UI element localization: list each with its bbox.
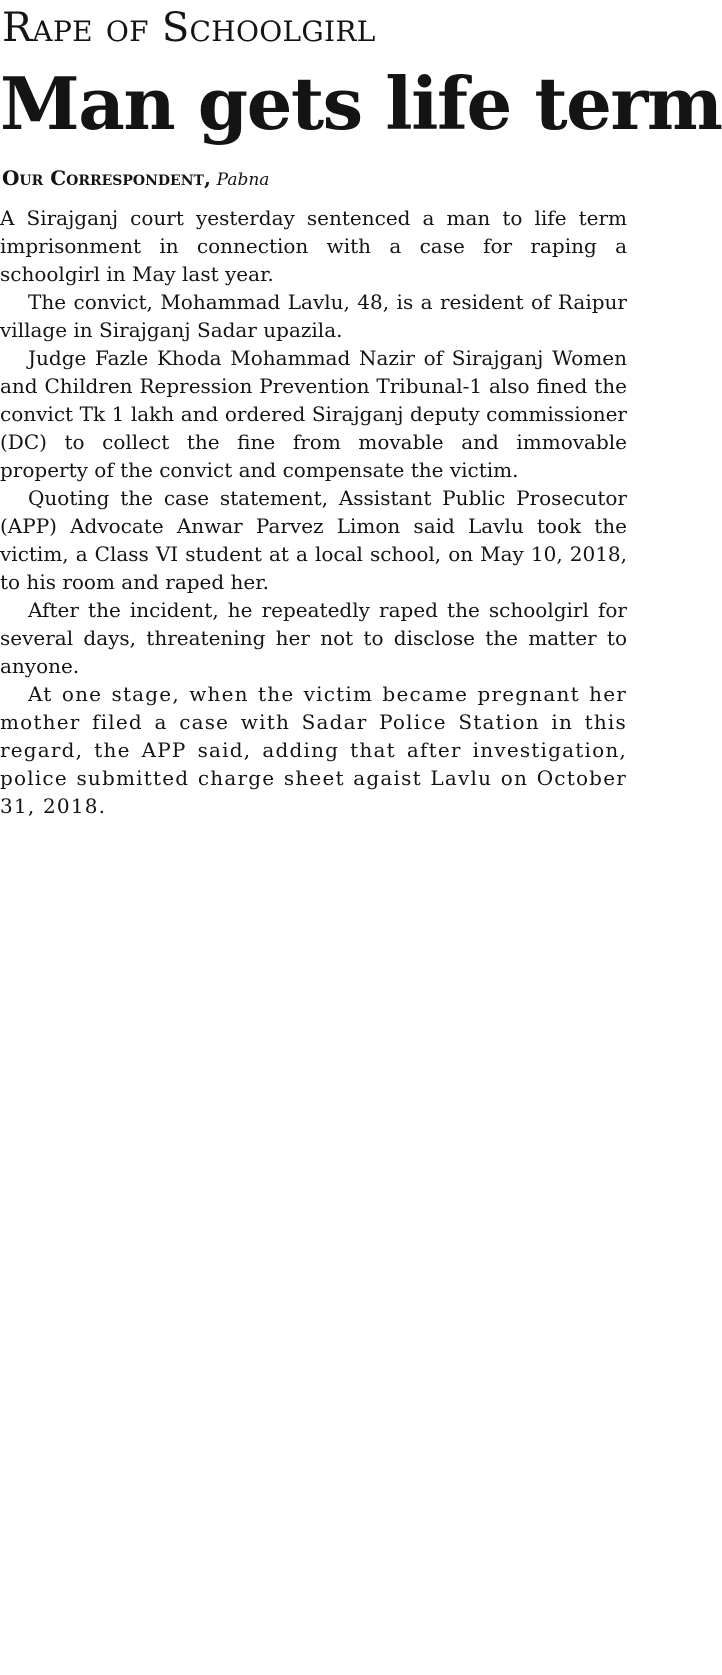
byline-author: Our Correspondent,	[2, 166, 211, 190]
article-paragraph: Quoting the case statement, Assistant Public Prosecutor (APP) Advocate Anwar Parvez Limon said Lavlu took the victim, a Class VI student at a local school, on May 10, 2018, to his room and raped her.	[0, 486, 627, 594]
article-paragraph: A Sirajganj court yesterday sentenced a man to life term imprisonment in connection with a case for raping a schoolgirl in May last year.	[0, 206, 627, 286]
article-body	[0, 204, 627, 820]
article-headline: Man gets life term	[0, 61, 722, 146]
article-paragraph: Judge Fazle Khoda Mohammad Nazir of Sirajganj Women and Children Repression Prevention Tribunal-1 also fined the convict Tk 1 lakh and ordered Sirajganj deputy commissioner (DC) to collect the fine from movable and immovable property of the convict and compensate the victim.	[0, 346, 627, 482]
article-kicker: Rape of Schoolgirl	[2, 5, 376, 51]
article-paragraph: At one stage, when the victim became pregnant her mother filed a case with Sadar Police Station in this regard, the APP said, adding that after investigation, police submitted charge sheet agaist Lavlu on October 31, 2018.	[0, 682, 627, 818]
article-paragraph: The convict, Mohammad Lavlu, 48, is a resident of Raipur village in Sirajganj Sadar upazila.	[0, 290, 627, 342]
byline-location: Pabna	[216, 170, 270, 190]
news-article	[0, 0, 722, 820]
byline	[2, 166, 627, 192]
article-paragraph: After the incident, he repeatedly raped the schoolgirl for several days, threatening her not to disclose the matter to anyone.	[0, 598, 627, 678]
